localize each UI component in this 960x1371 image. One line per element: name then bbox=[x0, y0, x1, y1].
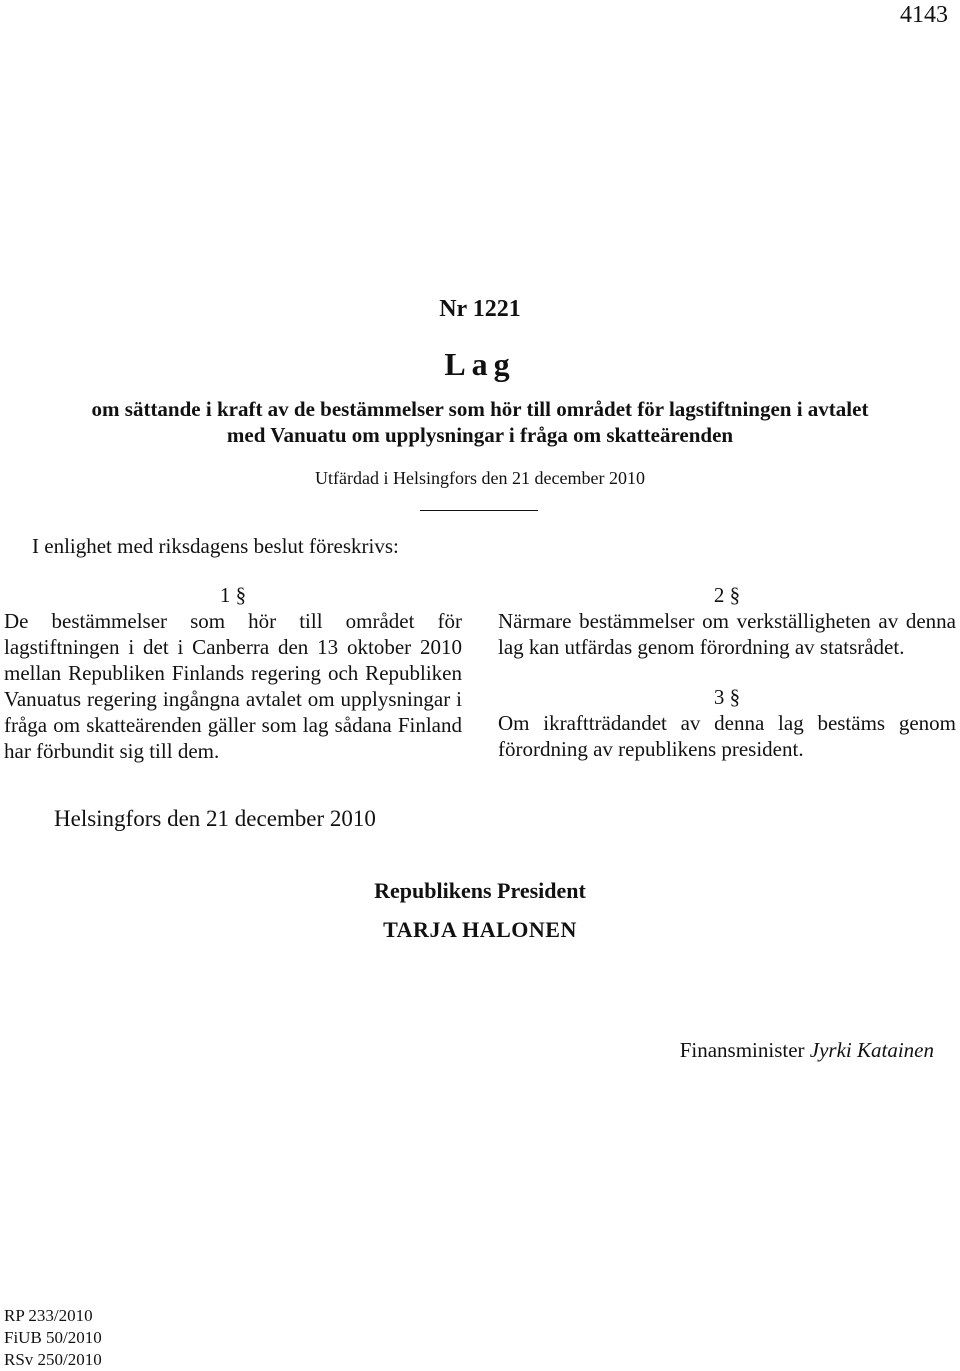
section-heading: 3 § bbox=[713, 685, 741, 709]
section-text: Närmare bestämmelser om verkställigheten av denna lag kan utfärdas genom förordning av statsrådet. bbox=[498, 609, 956, 659]
divider bbox=[420, 510, 538, 511]
section-heading: 2 § bbox=[713, 583, 741, 607]
section-text: De bestämmelser som hör till området för lagstiftningen i det i Canberra den 13 oktober 2010 mellan Republiken Finlands regering och Republiken Vanuatus regering ingångna avtalet om upplysningar i fråga om skatteärenden gäller som lag sådana Finland har förbundit sig till dem. bbox=[4, 609, 462, 763]
closing-date: Helsingfors den 21 december 2010 bbox=[54, 806, 376, 831]
preamble: I enlighet med riksdagens beslut föreskrivs: bbox=[32, 534, 399, 558]
section-spacer bbox=[498, 660, 956, 684]
signer-name: TARJA HALONEN bbox=[383, 917, 577, 942]
section-text: Om ikraftträdandet av denna lag bestäms genom förordning av republikens president. bbox=[498, 711, 956, 761]
document-title: Lag bbox=[444, 346, 516, 382]
reference-item: FiUB 50/2010 bbox=[4, 1328, 102, 1347]
left-column bbox=[4, 582, 462, 764]
countersign-name: Jyrki Katainen bbox=[809, 1038, 934, 1062]
reference-item: RP 233/2010 bbox=[4, 1306, 93, 1325]
signer-title: Republikens President bbox=[374, 878, 586, 903]
reference-item: RSv 250/2010 bbox=[4, 1350, 102, 1369]
issued-line: Utfärdad i Helsingfors den 21 december 2010 bbox=[315, 468, 645, 488]
countersign-role: Finansminister bbox=[679, 1038, 805, 1062]
statute-number: Nr 1221 bbox=[439, 296, 521, 322]
references bbox=[4, 1305, 102, 1371]
countersignature bbox=[680, 1038, 934, 1063]
subtitle-line: med Vanuatu om upplysningar i fråga om skatteärenden bbox=[226, 423, 734, 447]
subtitle-line: om sättande i kraft av de bestämmelser som hör till området för lagstiftningen i avtalet bbox=[91, 397, 869, 421]
right-column bbox=[498, 582, 956, 762]
document-subtitle bbox=[0, 396, 960, 448]
section-heading: 1 § bbox=[219, 583, 247, 607]
page-number: 4143 bbox=[900, 2, 948, 28]
